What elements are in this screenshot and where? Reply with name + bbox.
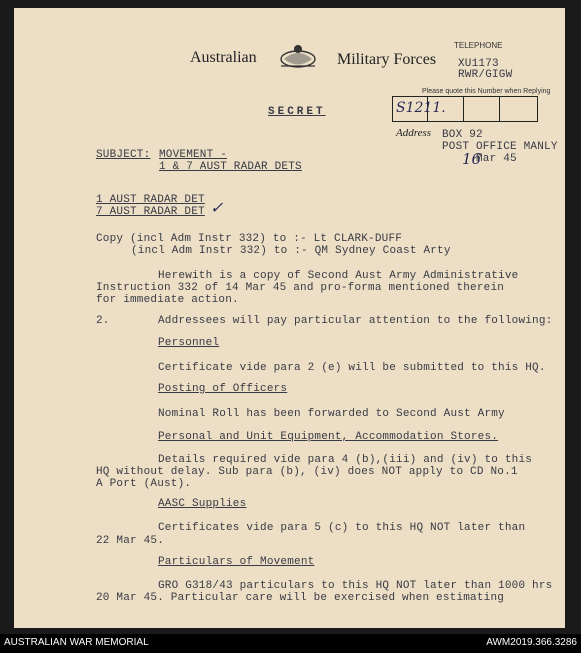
para1-line2: Instruction 332 of 14 Mar 45 and pro-forma mentioned therein xyxy=(96,282,505,294)
subject-label: SUBJECT: xyxy=(96,149,151,161)
checkmark: ✓ xyxy=(210,198,224,217)
footer-right: AWM2019.366.3286 xyxy=(486,637,577,648)
section-line: HQ without delay. Sub para (b), (iv) does NOT apply to CD No.1 xyxy=(96,466,518,478)
telephone-label: TELEPHONE xyxy=(454,41,503,50)
address-label: Address xyxy=(396,127,432,139)
classification: SECRET xyxy=(268,106,326,118)
reference-number: S1211. xyxy=(396,100,446,116)
section-heading-posting: Posting of Officers xyxy=(158,383,288,395)
document-page xyxy=(14,8,565,628)
section-line: 22 Mar 45. xyxy=(96,535,165,547)
telephone-number: XU1173 xyxy=(458,58,499,70)
telephone-ext: RWR/GIGW xyxy=(458,69,513,81)
section-line: Certificate vide para 2 (e) will be submitted to this HQ. xyxy=(158,362,546,374)
coat-of-arms-icon xyxy=(276,42,320,72)
section-line: Details required vide para 4 (b),(iii) and (iv) to this xyxy=(158,454,533,466)
para2-number: 2. xyxy=(96,315,110,327)
section-line: 20 Mar 45. Particular care will be exercised when estimating xyxy=(96,592,505,604)
section-heading-equipment: Personal and Unit Equipment, Accommodation Stores. xyxy=(158,431,499,443)
para1-line3: for immediate action. xyxy=(96,294,239,306)
section-heading-movement: Particulars of Movement xyxy=(158,556,315,568)
section-heading-personnel: Personnel xyxy=(158,337,220,349)
section-line: GRO G318/43 particulars to this HQ NOT later than 1000 hrs xyxy=(158,580,553,592)
para2-text: Addressees will pay particular attention to the following: xyxy=(158,315,553,327)
archive-footer xyxy=(0,634,581,653)
reference-box xyxy=(392,96,538,122)
letterhead-left: Australian xyxy=(190,49,257,66)
addressee-1: 1 AUST RADAR DET xyxy=(96,194,205,206)
section-heading-supplies: AASC Supplies xyxy=(158,498,247,510)
address-line2: POST OFFICE MANLY xyxy=(442,141,558,153)
section-line: Certificates vide para 5 (c) to this HQ NOT later than xyxy=(158,522,526,534)
address-line1: BOX 92 xyxy=(442,129,483,141)
copy-line-2: (incl Adm Instr 332) to :- QM Sydney Coast Arty xyxy=(131,245,451,257)
subject-line2: 1 & 7 AUST RADAR DETS xyxy=(159,161,302,173)
date-handwritten: 16 xyxy=(462,150,482,168)
subject-line1: MOVEMENT - xyxy=(159,149,228,161)
addressee-7: 7 AUST RADAR DET xyxy=(96,206,205,218)
quote-note: Please quote this Number when Replying xyxy=(422,88,551,95)
section-line: Nominal Roll has been forwarded to Second Aust Army xyxy=(158,408,505,420)
para1-line1: Herewith is a copy of Second Aust Army Administrative xyxy=(158,270,519,282)
date-typed: Mar 45 xyxy=(476,153,517,165)
copy-line-1: Copy (incl Adm Instr 332) to :- Lt CLARK-DUFF xyxy=(96,233,403,245)
section-line: A Port (Aust). xyxy=(96,478,192,490)
footer-left: AUSTRALIAN WAR MEMORIAL xyxy=(4,637,149,648)
letterhead-right: Military Forces xyxy=(337,51,437,68)
